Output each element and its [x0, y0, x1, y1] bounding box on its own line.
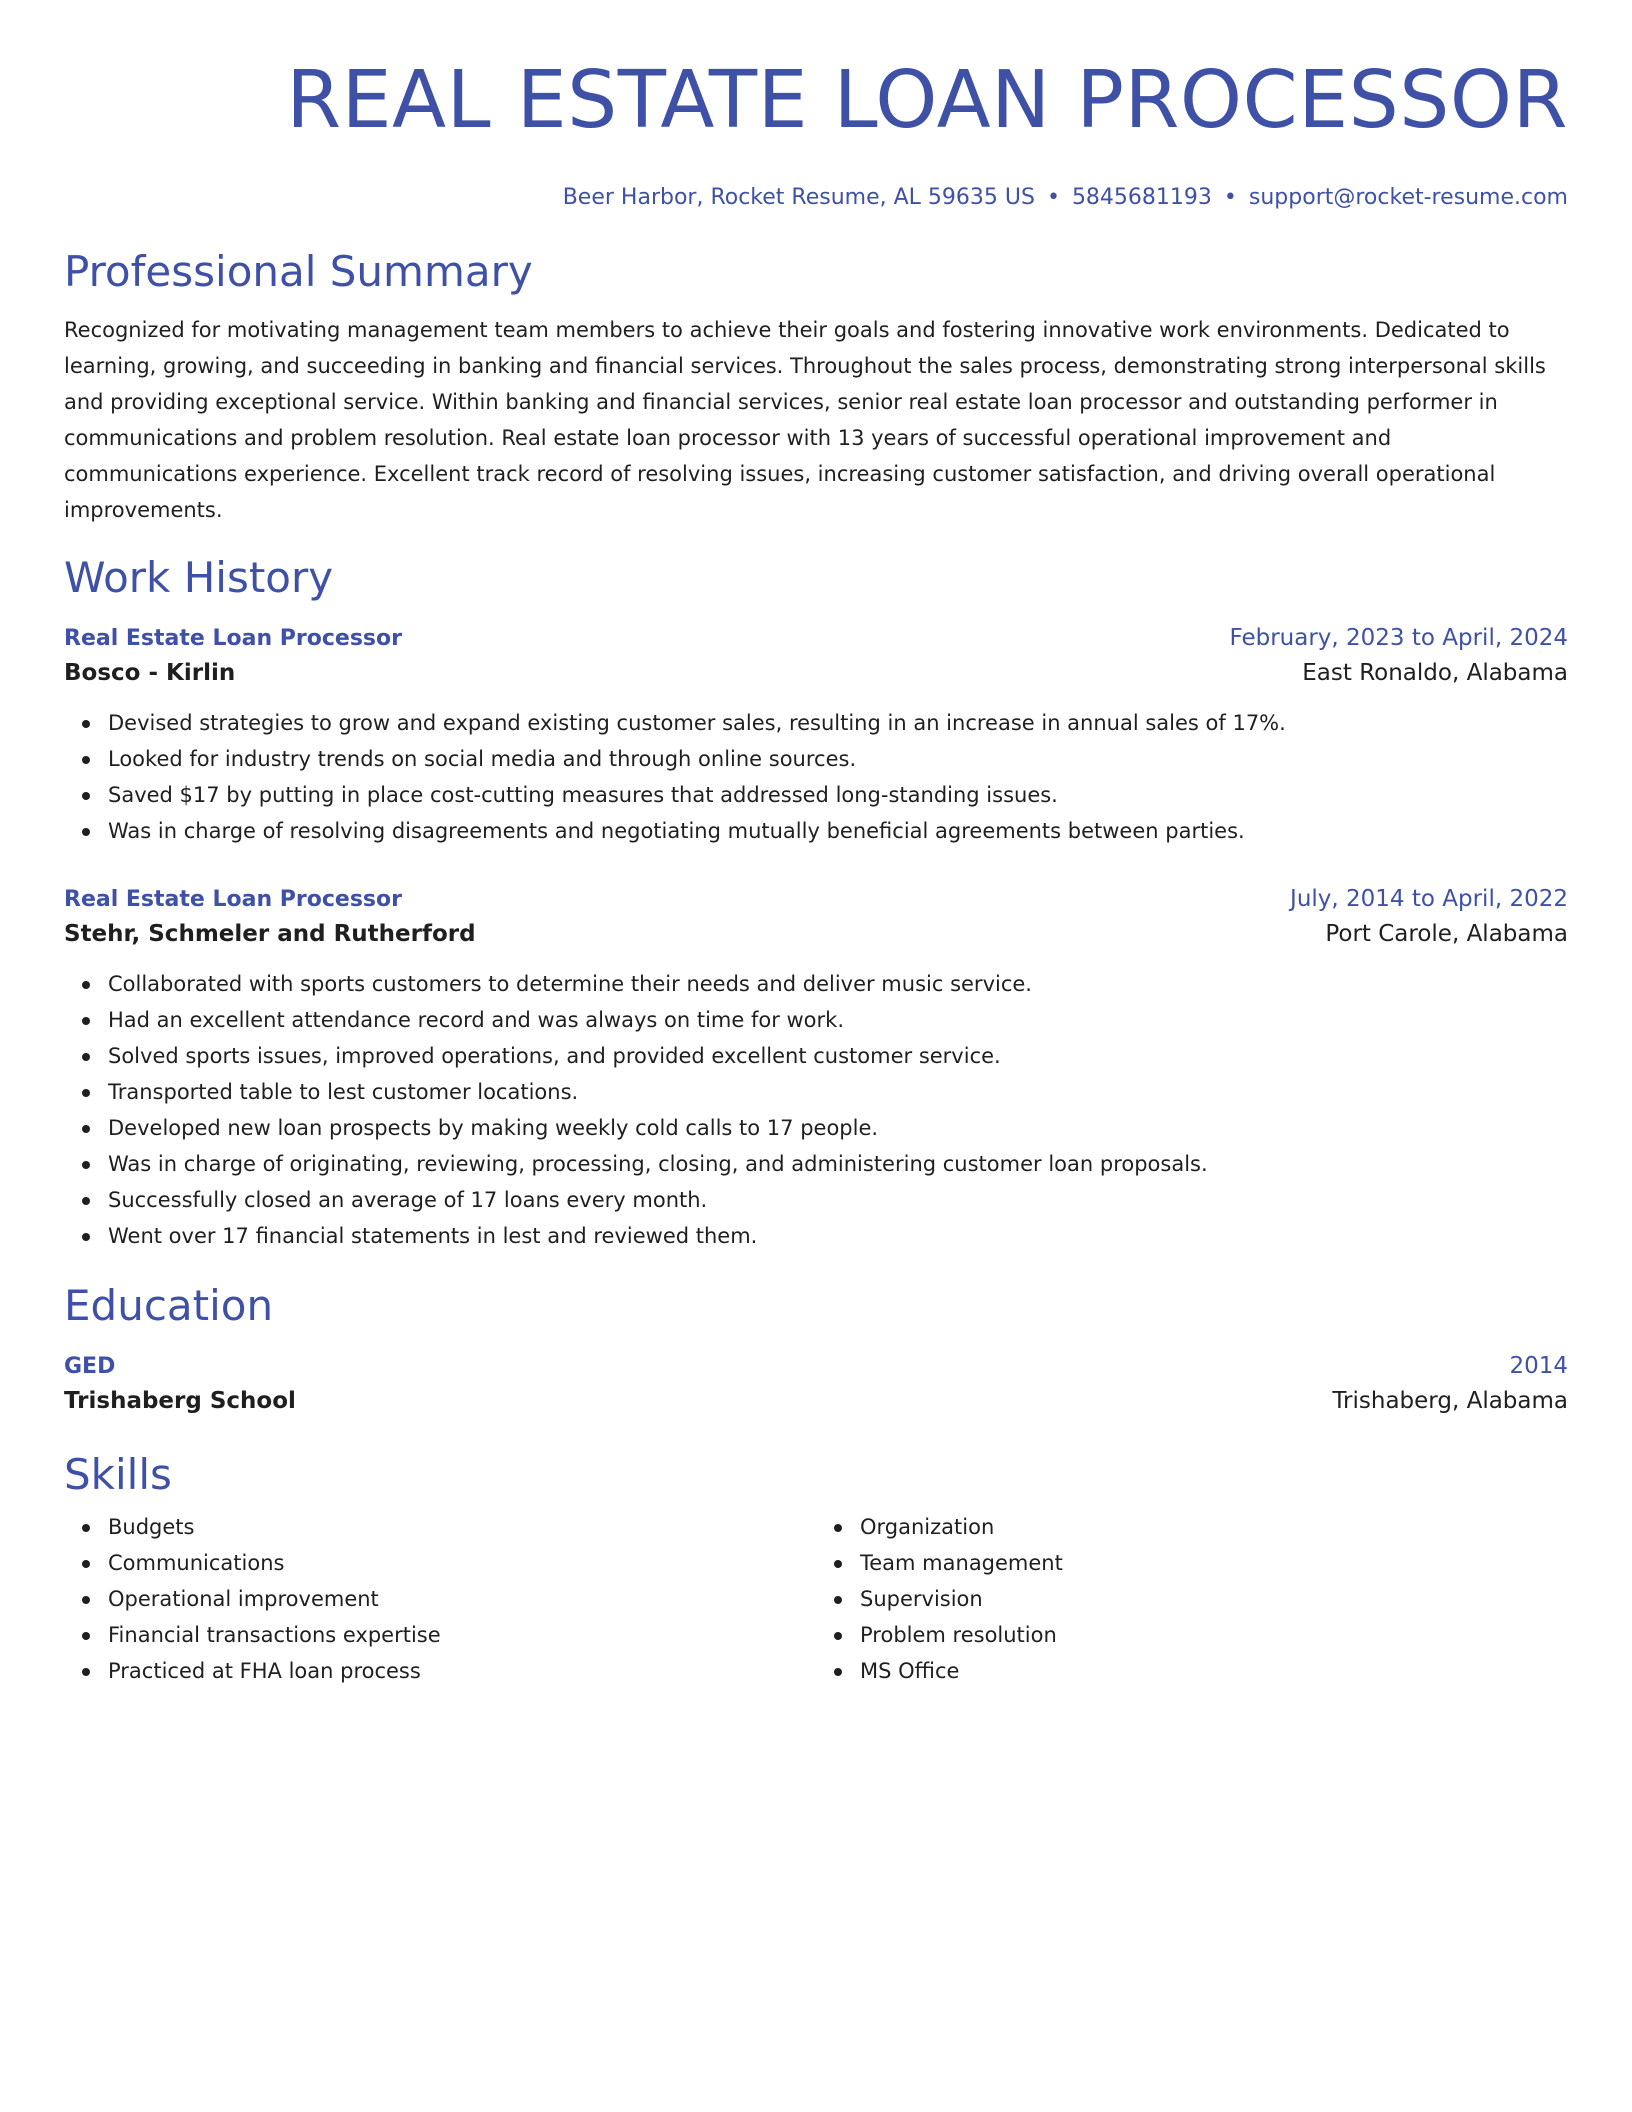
- education-school-row: [64, 1383, 1568, 1419]
- skills-list-right: [816, 1509, 1568, 1689]
- list-item: Had an excellent attendance record and was always on time for work.: [108, 1002, 1568, 1038]
- education-location: Trishaberg, Alabama: [1332, 1388, 1568, 1414]
- job-dates: July, 2014 to April, 2022: [1290, 886, 1568, 912]
- job-company: Stehr, Schmeler and Rutherford: [64, 921, 476, 947]
- list-item: Operational improvement: [108, 1581, 816, 1617]
- job-dates: February, 2023 to April, 2024: [1229, 625, 1568, 651]
- education-year: 2014: [1509, 1353, 1568, 1379]
- education-section: [64, 1280, 1568, 1419]
- list-item: Saved $17 by putting in place cost-cutting measures that addressed long-standing issues.: [108, 777, 1568, 813]
- job-company: Bosco - Kirlin: [64, 660, 236, 686]
- work-history-heading: Work History: [64, 553, 334, 602]
- education-header-row: [64, 1350, 1568, 1383]
- list-item: Was in charge of originating, reviewing, processing, closing, and administering customer loan proposals.: [108, 1146, 1568, 1182]
- list-item: Transported table to lest customer locations.: [108, 1074, 1568, 1110]
- skills-section: [64, 1449, 1568, 1689]
- list-item: MS Office: [860, 1653, 1568, 1689]
- summary-section: [64, 246, 1568, 528]
- work-history-section: [64, 552, 1568, 1254]
- job-duties-list: [64, 705, 1568, 849]
- contact-address: Beer Harbor, Rocket Resume, AL 59635 US: [562, 185, 1035, 210]
- list-item: Collaborated with sports customers to determine their needs and deliver music service.: [108, 966, 1568, 1002]
- job-title: Real Estate Loan Processor: [64, 887, 402, 912]
- contact-email[interactable]: support@rocket-resume.com: [1248, 185, 1568, 210]
- list-item: Financial transactions expertise: [108, 1617, 816, 1653]
- contact-line: [64, 182, 1568, 214]
- list-item: Solved sports issues, improved operations, and provided excellent customer service.: [108, 1038, 1568, 1074]
- education-school: Trishaberg School: [64, 1388, 296, 1414]
- list-item: Communications: [108, 1545, 816, 1581]
- list-item: Successfully closed an average of 17 loans every month.: [108, 1182, 1568, 1218]
- list-item: Budgets: [108, 1509, 816, 1545]
- job-location: Port Carole, Alabama: [1325, 921, 1568, 947]
- list-item: Devised strategies to grow and expand existing customer sales, resulting in an increase in annual sales of 17%.: [108, 705, 1568, 741]
- skills-list-left: [64, 1509, 816, 1689]
- contact-separator: •: [1223, 185, 1237, 210]
- list-item: Was in charge of resolving disagreements and negotiating mutually beneficial agreements between parties.: [108, 813, 1568, 849]
- education-degree: GED: [64, 1354, 116, 1379]
- list-item: Went over 17 financial statements in lest and reviewed them.: [108, 1218, 1568, 1254]
- job-company-row: [64, 916, 1568, 952]
- list-item: Supervision: [860, 1581, 1568, 1617]
- candidate-name: REAL ESTATE LOAN PROCESSOR: [286, 54, 1568, 146]
- job-entry: [64, 622, 1568, 849]
- list-item: Developed new loan prospects by making weekly cold calls to 17 people.: [108, 1110, 1568, 1146]
- summary-heading: Professional Summary: [64, 247, 533, 296]
- job-location: East Ronaldo, Alabama: [1302, 660, 1568, 686]
- job-title: Real Estate Loan Processor: [64, 626, 402, 651]
- job-duties-list: [64, 966, 1568, 1254]
- education-heading: Education: [64, 1281, 274, 1330]
- contact-separator: •: [1046, 185, 1060, 210]
- contact-phone[interactable]: 5845681193: [1071, 185, 1212, 210]
- job-header-row: [64, 622, 1568, 655]
- job-company-row: [64, 655, 1568, 691]
- skills-heading: Skills: [64, 1450, 172, 1499]
- skills-grid: [64, 1509, 1568, 1689]
- list-item: Organization: [860, 1509, 1568, 1545]
- education-entry: [64, 1350, 1568, 1419]
- job-header-row: [64, 883, 1568, 916]
- list-item: Problem resolution: [860, 1617, 1568, 1653]
- summary-text: Recognized for motivating management team members to achieve their goals and fostering innovative work environments. Dedicated to learning, growing, and succeeding in banking and financial services. Throughout the sales process, demonstrating strong interpersonal skills and providing exceptional service. Within banking and financial services, senior real estate loan processor and outstanding performer in communications and problem resolution. Real estate loan processor with 13 years of successful operational improvement and communications experience. Excellent track record of resolving issues, increasing customer satisfaction, and driving overall operational improvements.: [64, 318, 1546, 522]
- list-item: Practiced at FHA loan process: [108, 1653, 816, 1689]
- list-item: Team management: [860, 1545, 1568, 1581]
- job-entry: [64, 883, 1568, 1254]
- list-item: Looked for industry trends on social media and through online sources.: [108, 741, 1568, 777]
